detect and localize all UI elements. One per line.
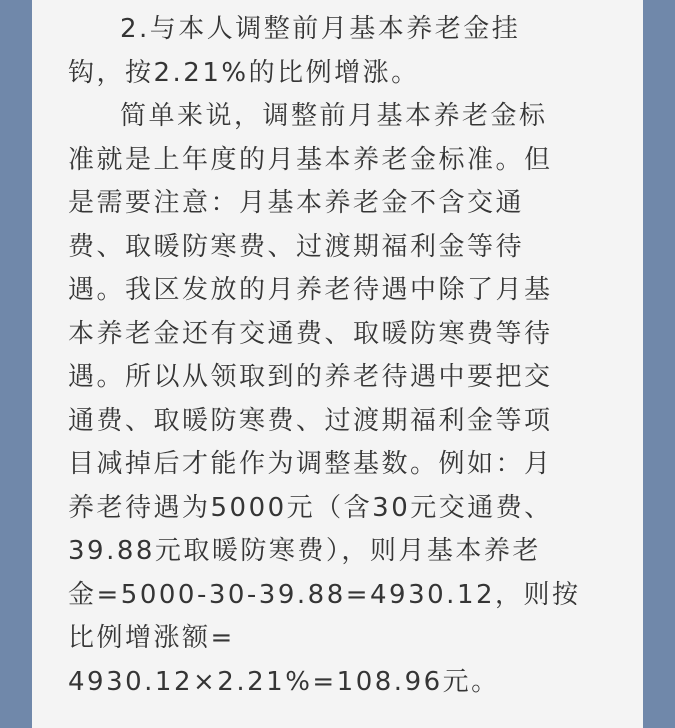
text-line: 钩，按2.21%的比例增涨。: [68, 57, 420, 88]
article-card: [32, 0, 643, 728]
text-line: 金=5000-30-39.88=4930.12，则按: [68, 579, 581, 610]
text-line: 是需要注意：月基本养老金不含交通: [68, 188, 525, 218]
article-body: [68, 8, 612, 704]
text-line: 遇。所以从领取到的养老待遇中要把交: [68, 362, 553, 392]
text-line: 2.与本人调整前月基本养老金挂: [120, 14, 521, 44]
text-line: 简单来说，调整前月基本养老金标: [120, 101, 548, 131]
text-line: 遇。我区发放的月养老待遇中除了月基: [68, 275, 553, 305]
text-line: 39.88元取暖防寒费），则月基本养老: [68, 536, 541, 566]
text-line: 养老待遇为5000元（含30元交通费、: [68, 492, 553, 523]
text-line: 通费、取暖防寒费、过渡期福利金等项: [68, 405, 553, 436]
text-line: 费、取暖防寒费、过渡期福利金等待: [68, 231, 525, 262]
text-line: 4930.12×2.21%=108.96元。: [68, 666, 500, 697]
text-line: 比例增涨额=: [68, 623, 235, 653]
text-line: 准就是上年度的月基本养老金标准。但: [68, 144, 553, 175]
text-line: 目减掉后才能作为调整基数。例如：月: [68, 449, 553, 479]
text-line: 本养老金还有交通费、取暖防寒费等待: [68, 318, 553, 349]
